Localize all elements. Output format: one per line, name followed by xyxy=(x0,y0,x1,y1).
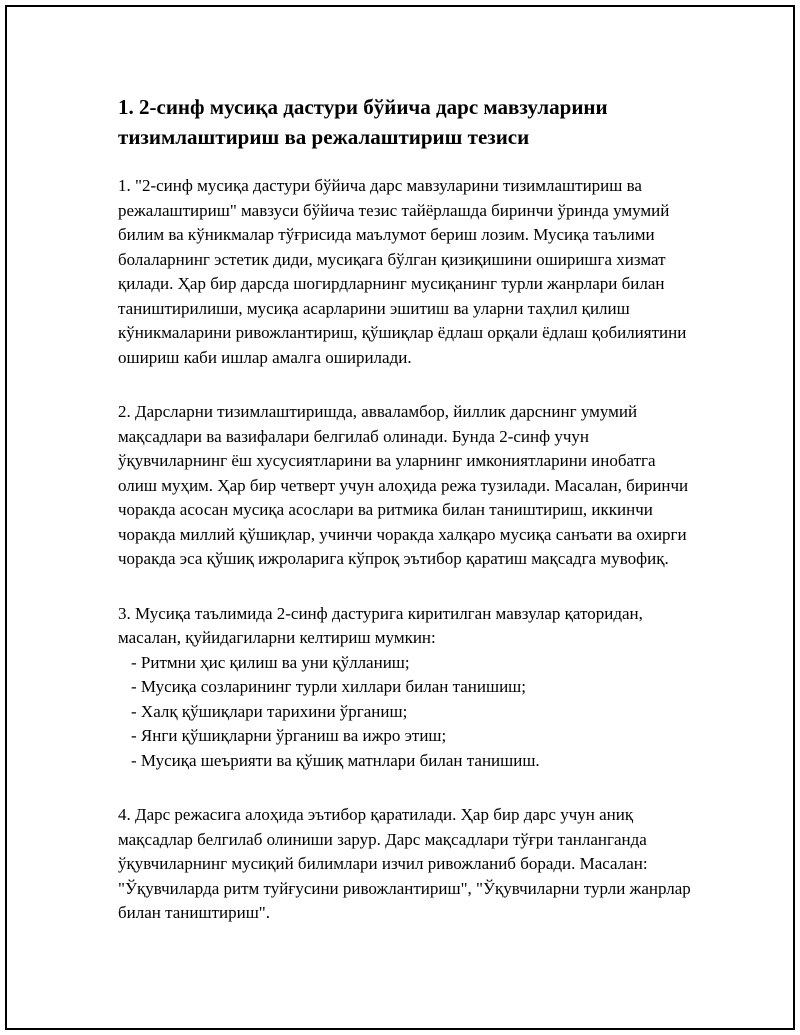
paragraph-3: 3. Мусиқа таълимида 2-синф дастурига киритилган мавзулар қаторидан, масалан, қуйидагиларни келтириш мумкин: xyxy=(118,603,643,647)
list-item: - Янги қўшиқларни ўрганиш ва ижро этиш; xyxy=(131,724,698,749)
topic-list xyxy=(118,651,698,774)
list-item: - Ритмни ҳис қилиш ва уни қўлланиш; xyxy=(131,651,698,676)
document-body xyxy=(118,92,698,956)
list-item: - Мусиқа шеърияти ва қўшиқ матнлари билан танишиш. xyxy=(131,749,698,774)
document-title: 1. 2-синф мусиқа дастури бўйича дарс мавзуларини тизимлаштириш ва режалаштириш тезиси xyxy=(118,95,608,149)
list-item: - Халқ қўшиқлари тарихини ўрганиш; xyxy=(131,700,698,725)
paragraph-4: 4. Дарс режасига алоҳида эътибор қаратилади. Ҳар бир дарс учун аниқ мақсадлар белгилаб олиниши зарур. Дарс мақсадлари тўғри танланганда ўқувчиларнинг мусиқий билимлари изчил ривожланиб боради. Масалан: "Ўқувчиларда ритм туйғусини ривожлантириш", "Ўқувчиларни турли жанрлар билан таништириш". xyxy=(118,805,691,922)
list-item: - Мусиқа созларининг турли хиллари билан танишиш; xyxy=(131,675,698,700)
paragraph-2: 2. Дарсларни тизимлаштиришда, аввалaмбор, йиллик дарснинг умумий мақсадлари ва вазифалари белгилаб олинади. Бунда 2-синф учун ўқувчиларнинг ёш хусусиятларини ва уларнинг имкониятларини инобатга олиш муҳим. Ҳар бир четверт учун алоҳида режа тузилади. Масалан, биринчи чоракда асосан мусиқа асослари ва ритмика билан таништириш, иккинчи чоракда миллий қўшиқлар, учинчи чоракда халқаро мусиқа санъати ва охирги чоракда эса қўшиқ ижроларига кўпроқ эътибор қаратиш мақсадга мувофиқ. xyxy=(118,402,689,568)
paragraph-1: 1. "2-синф мусиқа дастури бўйича дарс мавзуларини тизимлаштириш ва режалаштириш" мавзуси бўйича тезис тайёрлашда биринчи ўринда умумий билим ва кўникмалар тўғрисида маълумот бериш лозим. Мусиқа таълими болаларнинг эстетик диди, мусиқага бўлган қизиқишини оширишга хизмат қилади. Ҳар бир дарсда шогирдларнинг мусиқанинг турли жанрлари билан таништирилиши, мусиқа асарларини эшитиш ва уларни таҳлил қилиш кўникмаларини ривожлантириш, қўшиқлар ёдлаш орқали ёдлаш қобилиятини ошириш каби ишлар амалга оширилади. xyxy=(118,176,687,367)
